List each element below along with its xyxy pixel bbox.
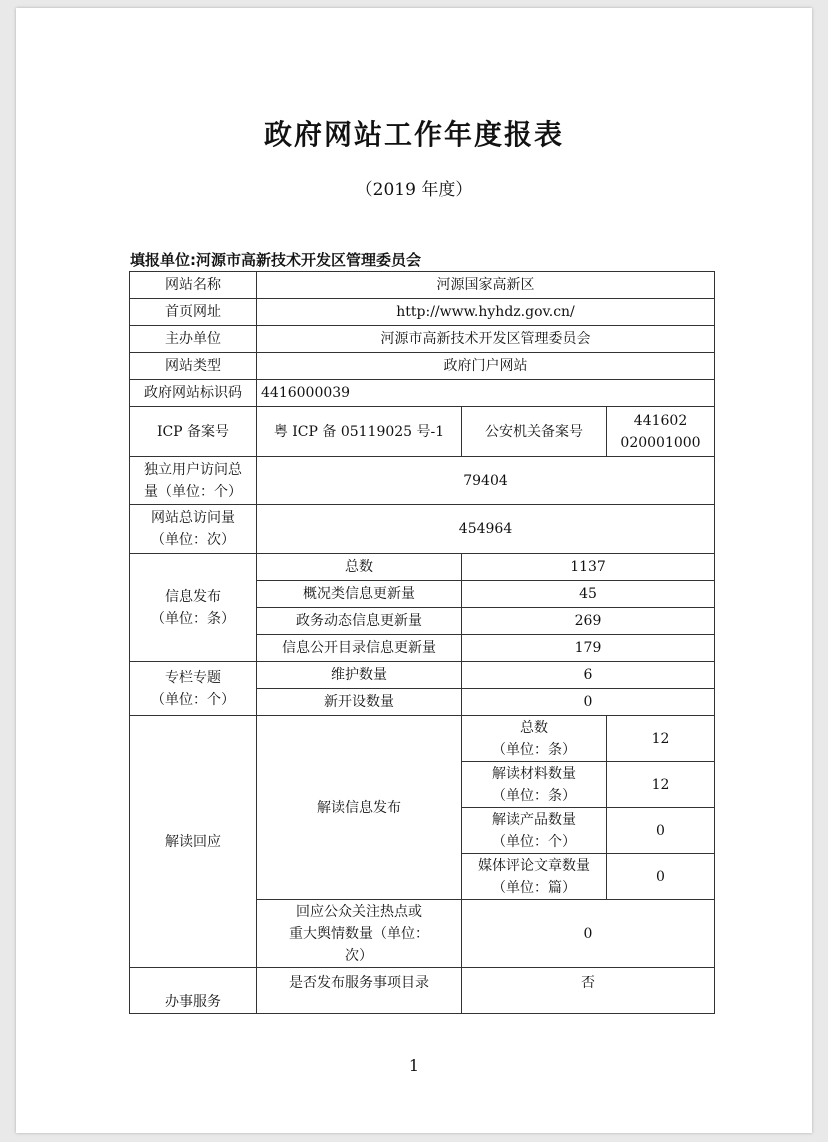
label-line: 信息发布 <box>165 588 221 605</box>
table-row <box>130 457 715 505</box>
interpret-sub-label: 解读信息发布 <box>257 716 462 900</box>
table-row <box>130 407 715 457</box>
columns-item-value: 0 <box>462 689 715 716</box>
label-line: 总数 <box>520 719 548 736</box>
label-line: （单位：条） <box>492 741 576 758</box>
report-year: （2019 年度） <box>355 180 473 200</box>
unique-visitors-value: 79404 <box>257 457 715 505</box>
info-item-value: 179 <box>462 635 715 662</box>
table-row <box>130 353 715 380</box>
table-row <box>130 554 715 581</box>
label-line: 媒体评论文章数量 <box>478 857 590 874</box>
response-label <box>257 900 462 968</box>
table-row <box>130 716 715 762</box>
label-line: 重大舆情数量（单位： <box>289 925 429 942</box>
table-row <box>130 299 715 326</box>
sponsor-value: 河源市高新技术开发区管理委员会 <box>257 326 715 353</box>
site-name-value: 河源国家高新区 <box>257 272 715 299</box>
info-item-label: 总数 <box>257 554 462 581</box>
security-value-line: 020001000 <box>620 434 701 451</box>
security-value <box>607 407 715 457</box>
info-item-value: 1137 <box>462 554 715 581</box>
info-item-value: 269 <box>462 608 715 635</box>
interpret-item-value: 12 <box>607 762 715 808</box>
info-item-label: 政务动态信息更新量 <box>257 608 462 635</box>
info-item-value: 45 <box>462 581 715 608</box>
service-label: 办事服务 <box>130 968 257 1014</box>
columns-item-value: 6 <box>462 662 715 689</box>
columns-item-label: 维护数量 <box>257 662 462 689</box>
interpret-item-value: 0 <box>607 854 715 900</box>
home-url-value: http://www.hyhdz.gov.cn/ <box>257 299 715 326</box>
label-line: 解读产品数量 <box>492 811 576 828</box>
info-publish-label <box>130 554 257 662</box>
label-line: （单位：次） <box>151 532 235 548</box>
row-label: 政府网站标识码 <box>130 380 257 407</box>
interpret-item-label <box>462 716 607 762</box>
label-line: 独立用户访问总 <box>144 461 242 478</box>
label-line: 专栏专题 <box>165 669 221 686</box>
interpret-item-label <box>462 854 607 900</box>
label-line: 次） <box>345 947 373 964</box>
interpret-item-label <box>462 762 607 808</box>
columns-label <box>130 662 257 716</box>
interpret-item-value: 12 <box>607 716 715 762</box>
row-label <box>130 505 257 554</box>
label-line: （单位：篇） <box>492 879 576 896</box>
info-item-label: 信息公开目录信息更新量 <box>257 635 462 662</box>
row-label: 首页网址 <box>130 299 257 326</box>
page-number: 1 <box>408 1056 420 1075</box>
row-label: 网站类型 <box>130 353 257 380</box>
site-code-value: 4416000039 <box>257 380 715 407</box>
table-row <box>130 380 715 407</box>
reporting-unit: 填报单位:河源市高新技术开发区管理委员会 <box>130 251 422 269</box>
info-item-label: 概况类信息更新量 <box>257 581 462 608</box>
table-row <box>130 272 715 299</box>
interpret-label: 解读回应 <box>130 716 257 968</box>
columns-item-label: 新开设数量 <box>257 689 462 716</box>
total-visits-value: 454964 <box>257 505 715 554</box>
label-line: （单位：个） <box>151 691 235 708</box>
table-row <box>130 662 715 689</box>
label-line: 量（单位：个） <box>144 483 242 500</box>
report-table <box>129 271 715 1014</box>
table-row <box>130 326 715 353</box>
row-label <box>130 457 257 505</box>
row-label: 主办单位 <box>130 326 257 353</box>
row-label: ICP 备案号 <box>130 407 257 457</box>
security-label: 公安机关备案号 <box>462 407 607 457</box>
label-line: （单位：个） <box>492 833 576 850</box>
row-label: 网站名称 <box>130 272 257 299</box>
interpret-item-label <box>462 808 607 854</box>
response-value: 0 <box>462 900 715 968</box>
interpret-item-value: 0 <box>607 808 715 854</box>
label-line: 回应公众关注热点或 <box>296 903 422 920</box>
security-value-line: 441602 <box>633 412 688 429</box>
table-row <box>130 968 715 1014</box>
service-item-label: 是否发布服务事项目录 <box>257 968 462 1014</box>
label-line: （单位：条） <box>151 610 235 627</box>
label-line: 解读材料数量 <box>492 765 576 782</box>
page-title: 政府网站工作年度报表 <box>263 118 564 151</box>
service-item-value: 否 <box>462 968 715 1014</box>
table-row <box>130 505 715 554</box>
icp-value: 粤 ICP 备 05119025 号-1 <box>257 407 462 457</box>
site-type-value: 政府门户网站 <box>257 353 715 380</box>
label-line: 网站总访问量 <box>151 510 235 526</box>
label-line: （单位：条） <box>492 787 576 804</box>
